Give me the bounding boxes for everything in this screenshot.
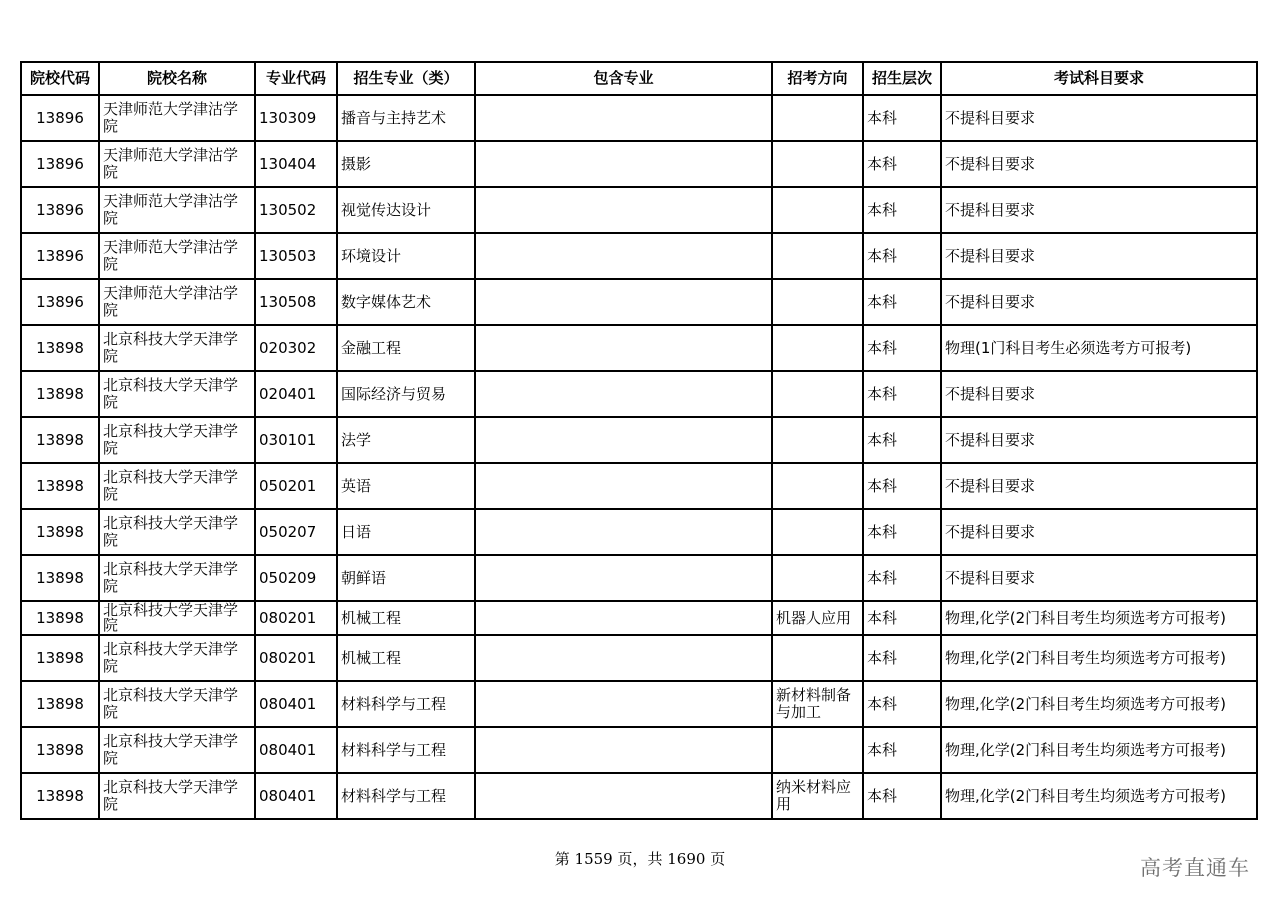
cell-subject-requirement: 物理(1门科目考生必须选考方可报考) (941, 325, 1257, 371)
cell-subject-requirement: 不提科目要求 (941, 417, 1257, 463)
cell-major-code: 130404 (255, 141, 337, 187)
cell-school-code: 13898 (21, 509, 99, 555)
cell-subject-requirement: 不提科目要求 (941, 279, 1257, 325)
table-row (21, 371, 1257, 417)
cell-major: 朝鲜语 (337, 555, 475, 601)
table-row (21, 417, 1257, 463)
cell-school-name: 北京科技大学天津学院 (99, 509, 255, 555)
cell-major-code: 080401 (255, 727, 337, 773)
page-number: 第 1559 页，共 1690 页 (554, 850, 726, 868)
cell-included-majors (475, 187, 772, 233)
table-row (21, 279, 1257, 325)
cell-subject-requirement: 不提科目要求 (941, 187, 1257, 233)
cell-direction (772, 509, 863, 555)
cell-included-majors (475, 463, 772, 509)
cell-major: 金融工程 (337, 325, 475, 371)
cell-major: 摄影 (337, 141, 475, 187)
table-row (21, 601, 1257, 635)
cell-subject-requirement: 不提科目要求 (941, 463, 1257, 509)
cell-included-majors (475, 95, 772, 141)
cell-subject-requirement: 不提科目要求 (941, 95, 1257, 141)
cell-major-code: 130508 (255, 279, 337, 325)
cell-school-name: 北京科技大学天津学院 (99, 463, 255, 509)
cell-major-code: 020302 (255, 325, 337, 371)
cell-major: 数字媒体艺术 (337, 279, 475, 325)
cell-level: 本科 (863, 555, 941, 601)
cell-school-code: 13898 (21, 727, 99, 773)
table-row (21, 141, 1257, 187)
cell-direction (772, 635, 863, 681)
cell-school-name: 天津师范大学津沽学院 (99, 141, 255, 187)
cell-school-code: 13898 (21, 417, 99, 463)
cell-school-name: 天津师范大学津沽学院 (99, 95, 255, 141)
cell-school-code: 13896 (21, 95, 99, 141)
cell-school-code: 13898 (21, 463, 99, 509)
cell-major: 材料科学与工程 (337, 727, 475, 773)
cell-major-code: 050209 (255, 555, 337, 601)
cell-school-name: 北京科技大学天津学院 (99, 601, 255, 635)
cell-level: 本科 (863, 417, 941, 463)
cell-school-code: 13896 (21, 141, 99, 187)
table-row (21, 773, 1257, 819)
table-row (21, 509, 1257, 555)
cell-direction (772, 325, 863, 371)
cell-included-majors (475, 417, 772, 463)
cell-subject-requirement: 不提科目要求 (941, 555, 1257, 601)
cell-school-name: 北京科技大学天津学院 (99, 727, 255, 773)
cell-subject-requirement: 物理,化学(2门科目考生均须选考方可报考) (941, 601, 1257, 635)
cell-school-code: 13898 (21, 635, 99, 681)
table-row (21, 681, 1257, 727)
cell-major-code: 020401 (255, 371, 337, 417)
cell-major: 材料科学与工程 (337, 681, 475, 727)
cell-school-name: 天津师范大学津沽学院 (99, 279, 255, 325)
cell-major-code: 130502 (255, 187, 337, 233)
col-header-level: 招生层次 (863, 62, 941, 95)
cell-major: 环境设计 (337, 233, 475, 279)
cell-included-majors (475, 773, 772, 819)
table-row (21, 325, 1257, 371)
cell-included-majors (475, 509, 772, 555)
cell-level: 本科 (863, 187, 941, 233)
col-header-direction: 招考方向 (772, 62, 863, 95)
cell-major-code: 080201 (255, 601, 337, 635)
table-row (21, 635, 1257, 681)
watermark-logo: 高考直通车 (1140, 856, 1250, 880)
cell-level: 本科 (863, 233, 941, 279)
cell-direction (772, 463, 863, 509)
cell-major-code: 050201 (255, 463, 337, 509)
col-header-major-code: 专业代码 (255, 62, 337, 95)
table-row (21, 727, 1257, 773)
cell-subject-requirement: 物理,化学(2门科目考生均须选考方可报考) (941, 681, 1257, 727)
cell-school-name: 北京科技大学天津学院 (99, 773, 255, 819)
cell-school-name: 北京科技大学天津学院 (99, 417, 255, 463)
cell-included-majors (475, 279, 772, 325)
cell-level: 本科 (863, 463, 941, 509)
cell-included-majors (475, 601, 772, 635)
cell-major-code: 050207 (255, 509, 337, 555)
cell-level: 本科 (863, 325, 941, 371)
col-header-subject-requirement: 考试科目要求 (941, 62, 1257, 95)
cell-school-code: 13898 (21, 601, 99, 635)
cell-school-name: 天津师范大学津沽学院 (99, 187, 255, 233)
cell-included-majors (475, 325, 772, 371)
cell-major: 机械工程 (337, 635, 475, 681)
cell-major: 国际经济与贸易 (337, 371, 475, 417)
cell-included-majors (475, 727, 772, 773)
cell-direction (772, 233, 863, 279)
cell-level: 本科 (863, 141, 941, 187)
cell-subject-requirement: 物理,化学(2门科目考生均须选考方可报考) (941, 773, 1257, 819)
cell-major: 材料科学与工程 (337, 773, 475, 819)
table-body (21, 95, 1257, 819)
cell-subject-requirement: 物理,化学(2门科目考生均须选考方可报考) (941, 635, 1257, 681)
cell-major: 日语 (337, 509, 475, 555)
cell-direction (772, 279, 863, 325)
cell-level: 本科 (863, 635, 941, 681)
table-row (21, 95, 1257, 141)
cell-direction (772, 417, 863, 463)
cell-level: 本科 (863, 279, 941, 325)
cell-level: 本科 (863, 681, 941, 727)
cell-included-majors (475, 635, 772, 681)
cell-school-code: 13898 (21, 371, 99, 417)
cell-school-name: 天津师范大学津沽学院 (99, 233, 255, 279)
cell-major-code: 130503 (255, 233, 337, 279)
cell-direction (772, 141, 863, 187)
cell-school-name: 北京科技大学天津学院 (99, 371, 255, 417)
cell-school-code: 13898 (21, 681, 99, 727)
cell-major: 视觉传达设计 (337, 187, 475, 233)
table-row (21, 463, 1257, 509)
cell-included-majors (475, 371, 772, 417)
cell-major: 英语 (337, 463, 475, 509)
cell-direction (772, 371, 863, 417)
cell-school-code: 13898 (21, 773, 99, 819)
cell-direction (772, 95, 863, 141)
cell-major-code: 080401 (255, 681, 337, 727)
cell-level: 本科 (863, 95, 941, 141)
col-header-included-majors: 包含专业 (475, 62, 772, 95)
cell-major-code: 080201 (255, 635, 337, 681)
cell-direction: 机器人应用 (772, 601, 863, 635)
cell-school-code: 13896 (21, 233, 99, 279)
table-row (21, 233, 1257, 279)
cell-direction (772, 187, 863, 233)
cell-major-code: 080401 (255, 773, 337, 819)
cell-direction: 新材料制备与加工 (772, 681, 863, 727)
cell-level: 本科 (863, 727, 941, 773)
cell-school-name: 北京科技大学天津学院 (99, 555, 255, 601)
cell-included-majors (475, 681, 772, 727)
cell-major: 播音与主持艺术 (337, 95, 475, 141)
cell-school-name: 北京科技大学天津学院 (99, 635, 255, 681)
admissions-table (20, 61, 1258, 820)
cell-major-code: 030101 (255, 417, 337, 463)
cell-direction (772, 727, 863, 773)
cell-level: 本科 (863, 509, 941, 555)
col-header-school-code: 院校代码 (21, 62, 99, 95)
col-header-school-name: 院校名称 (99, 62, 255, 95)
cell-school-code: 13896 (21, 187, 99, 233)
cell-level: 本科 (863, 773, 941, 819)
cell-direction (772, 555, 863, 601)
cell-major: 法学 (337, 417, 475, 463)
table-row (21, 187, 1257, 233)
cell-subject-requirement: 不提科目要求 (941, 233, 1257, 279)
cell-subject-requirement: 不提科目要求 (941, 141, 1257, 187)
cell-major-code: 130309 (255, 95, 337, 141)
cell-level: 本科 (863, 601, 941, 635)
cell-included-majors (475, 233, 772, 279)
cell-subject-requirement: 不提科目要求 (941, 509, 1257, 555)
cell-school-code: 13898 (21, 555, 99, 601)
cell-major: 机械工程 (337, 601, 475, 635)
header-row (21, 62, 1257, 95)
col-header-major: 招生专业（类） (337, 62, 475, 95)
table-row (21, 555, 1257, 601)
cell-included-majors (475, 555, 772, 601)
cell-included-majors (475, 141, 772, 187)
cell-subject-requirement: 不提科目要求 (941, 371, 1257, 417)
cell-school-code: 13898 (21, 325, 99, 371)
cell-subject-requirement: 物理,化学(2门科目考生均须选考方可报考) (941, 727, 1257, 773)
cell-level: 本科 (863, 371, 941, 417)
cell-direction: 纳米材料应用 (772, 773, 863, 819)
cell-school-code: 13896 (21, 279, 99, 325)
cell-school-name: 北京科技大学天津学院 (99, 681, 255, 727)
cell-school-name: 北京科技大学天津学院 (99, 325, 255, 371)
